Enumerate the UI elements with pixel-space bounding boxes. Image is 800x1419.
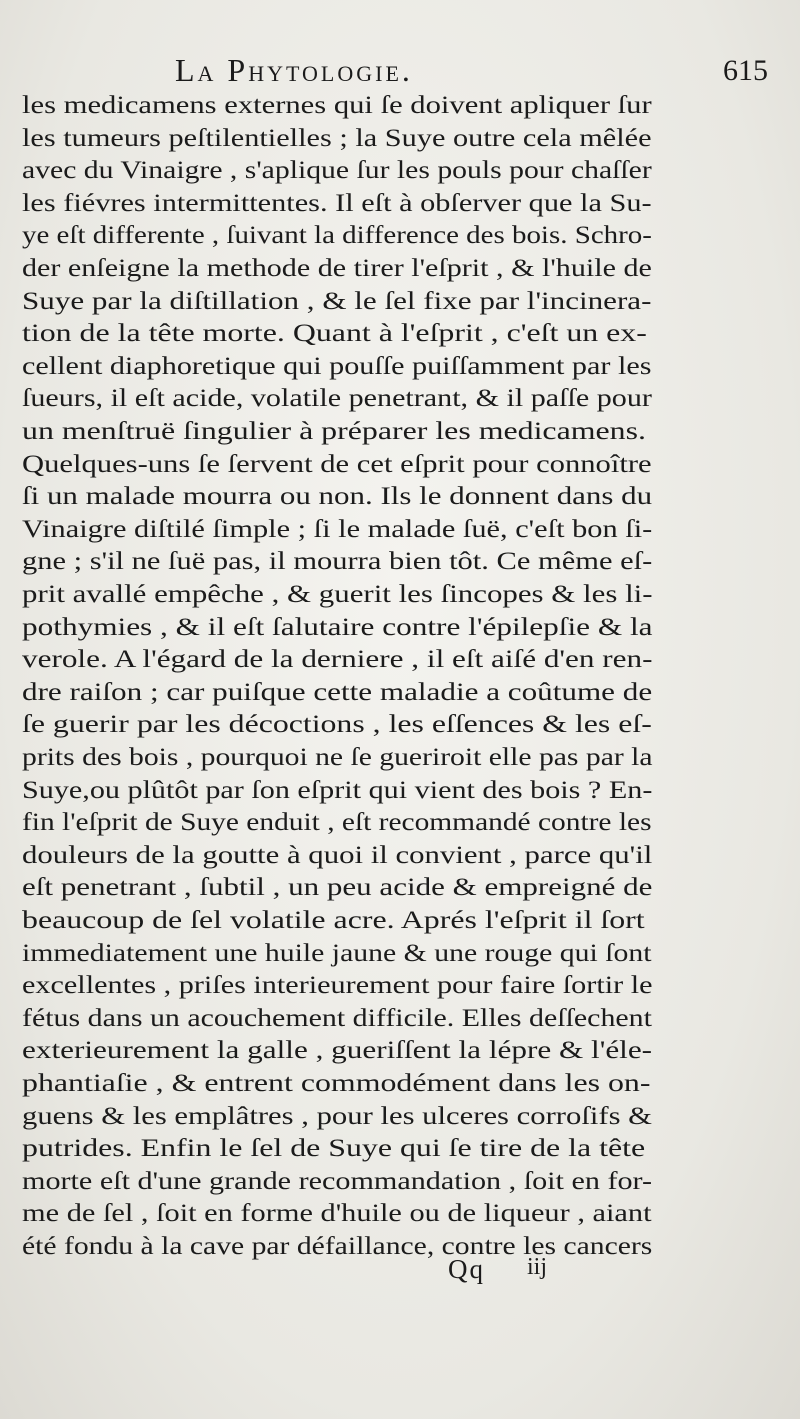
- text-line: prits des bois , pourquoi ne ſe gueriroit elle pas par la: [22, 742, 653, 771]
- text-line: les fiévres intermittentes. Il eſt à obſerver que la Su-: [22, 187, 652, 217]
- page-number: 615: [723, 54, 768, 87]
- text-line: fin l'eſprit de Suye enduit , eſt recommandé contre les: [22, 807, 652, 837]
- text-line: Suye,ou plûtôt par ſon eſprit qui vient des bois ? En-: [22, 774, 653, 804]
- text-line: avec du Vinaigre , s'aplique ſur les pouls pour chaſſer: [22, 155, 652, 185]
- text-line: les medicamens externes qui ſe doivent apliquer ſur: [22, 90, 652, 119]
- text-line: fétus dans un acouchement difficile. Elles deſſechent: [22, 1002, 652, 1032]
- text-line: ſi un malade mourra ou non. Ils le donnent dans du: [22, 481, 653, 511]
- text-line: morte eſt d'une grande recommandation , ſoit en for-: [22, 1165, 653, 1195]
- text-line: prit avallé empêche , & guerit les ſincopes & les li-: [22, 579, 653, 608]
- text-line: putrides. Enfin le ſel de Suye qui ſe tire de la tête: [22, 1133, 646, 1163]
- text-line: guens & les emplâtres , pour les ulceres corroſifs &: [22, 1100, 653, 1130]
- running-title: La Phytologie.: [175, 52, 413, 88]
- text-line: les tumeurs peſtilentielles ; la Suye outre cela mêlée: [22, 122, 652, 152]
- text-line: verole. A l'égard de la derniere , il eſt aiſé d'en ren-: [22, 644, 653, 674]
- text-line: ſe guerir par les décoctions , les eſſences & les eſ-: [22, 709, 652, 739]
- text-line: exterieurement la galle , gueriſſent la lépre & l'éle-: [22, 1035, 653, 1065]
- text-line: Quelques-uns ſe ſervent de cet eſprit pour connoître: [22, 448, 652, 478]
- text-line: ye eſt differente , ſuivant la difference des bois. Schro-: [22, 220, 652, 250]
- text-line: un menſtruë ſingulier à préparer les medicamens.: [22, 416, 646, 445]
- text-line: Vinaigre diſtilé ſimple ; ſi le malade ſuë, c'eſt bon ſi-: [22, 513, 653, 543]
- gathering-mark: iij: [527, 1254, 548, 1280]
- text-line: tion de la tête morte. Quant à l'eſprit , c'eſt un ex-: [22, 318, 647, 348]
- page-footer: [0, 1254, 800, 1294]
- text-line: gne ; s'il ne ſuë pas, il mourra bien tôt. Ce même eſ-: [22, 546, 653, 576]
- text-line: me de ſel , ſoit en forme d'huile ou de liqueur , aiant: [22, 1198, 652, 1228]
- text-line: pothymies , & il eſt ſalutaire contre l'épilepſie & la: [22, 611, 653, 641]
- text-line: cellent diaphoretique qui pouſſe puiſſamment par les: [22, 350, 652, 380]
- text-line: immediatement une huile jaune & une rouge qui ſont: [22, 937, 652, 967]
- text-line: douleurs de la goutte à quoi il convient , parce qu'il: [22, 839, 653, 869]
- text-line: beaucoup de ſel volatile acre. Aprés l'eſprit il ſort: [22, 905, 645, 934]
- text-line: phantiaſie , & entrent commodément dans les on-: [22, 1068, 651, 1097]
- text-line: été fondu à la cave par défaillance, contre les cancers: [22, 1231, 653, 1260]
- text-line: Suye par la diſtillation , & le ſel fixe par l'incinera-: [22, 285, 652, 315]
- text-line: der enſeigne la methode de tirer l'eſprit , & l'huile de: [22, 253, 652, 282]
- text-line: excellentes , priſes interieurement pour faire ſortir le: [22, 970, 653, 1000]
- signature-mark: Qq: [448, 1254, 485, 1284]
- text-line: dre raiſon ; car puiſque cette maladie a coûtume de: [22, 676, 653, 706]
- text-line: ſueurs, il eſt acide, volatile penetrant, & il paſſe pour: [22, 383, 652, 413]
- text-line: eſt penetrant , ſubtil , un peu acide & empreigné de: [22, 872, 653, 902]
